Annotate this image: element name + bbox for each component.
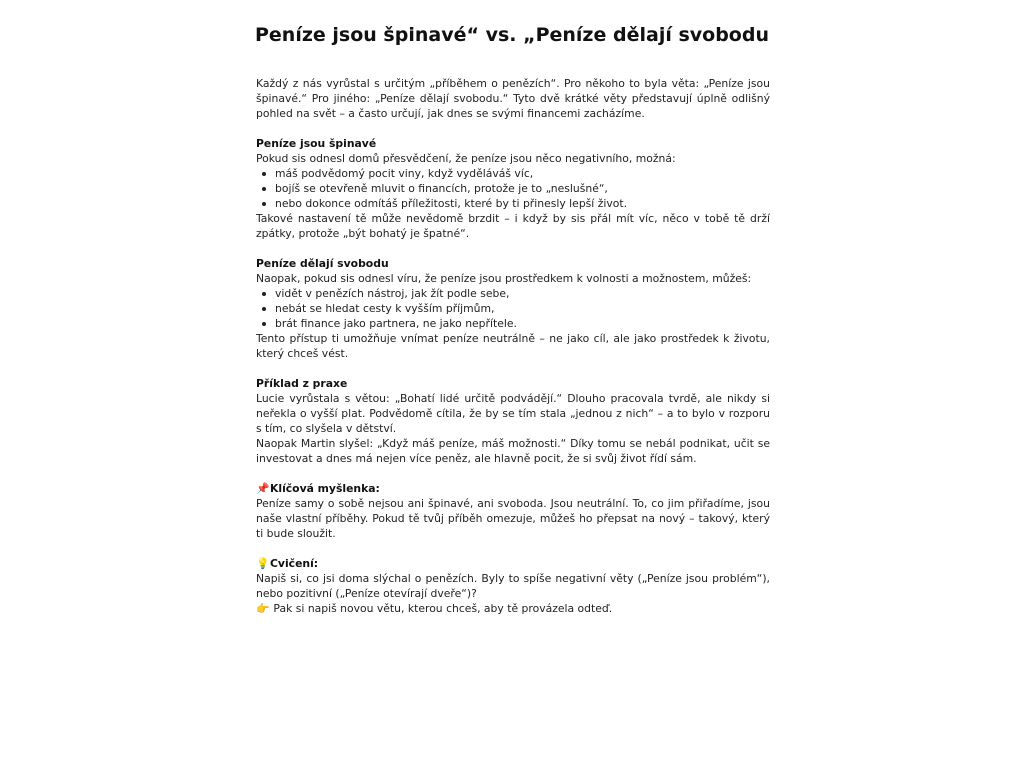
list-item: bojíš se otevřeně mluvit o financích, protože je to „neslušné“,: [275, 181, 770, 196]
section-lead: Naopak, pokud sis odnesl víru, že peníze jsou prostředkem k volnosti a možnostem, můžeš:: [256, 272, 752, 285]
list-item: brát finance jako partnera, ne jako nepřítele.: [275, 316, 770, 331]
exercise-text: Napiš si, co jsi doma slýchal o penězích. Byly to spíše negativní věty („Peníze jsou problém“), nebo pozitivní („Peníze otevírají dveře“)?: [256, 572, 770, 600]
list-item: vidět v penězích nástroj, jak žít podle sebe,: [275, 286, 770, 301]
pushpin-icon: 📌: [256, 482, 270, 495]
section-exercise: [256, 556, 770, 616]
section-heading: Příklad z praxe: [256, 377, 348, 390]
section-heading: Peníze jsou špinavé: [256, 137, 377, 150]
document-title: Peníze jsou špinavé“ vs. „Peníze dělají svobodu: [255, 24, 769, 46]
bullet-list: [256, 166, 770, 211]
section-heading: Cvičení:: [270, 557, 319, 570]
example-paragraph-martin: Naopak Martin slyšel: „Když máš peníze, máš možnosti.“ Díky tomu se nebál podnikat, učit se investovat a dnes má nejen více peněz, ale hlavně pocit, že si svůj život řídí sám.: [256, 437, 770, 465]
exercise-action: Pak si napiš novou větu, kterou chceš, aby tě provázela odteď.: [270, 602, 613, 615]
bullet-list: [256, 286, 770, 331]
section-heading: Klíčová myšlenka:: [270, 482, 380, 495]
section-closing: Takové nastavení tě může nevědomě brzdit – i když by sis přál mít víc, něco v tobě tě drží zpátky, protože „být bohatý je špatné“.: [256, 212, 770, 240]
list-item: máš podvědomý pocit viny, když vyděláváš víc,: [275, 166, 770, 181]
section-dirty-money: [256, 136, 770, 241]
section-example: [256, 376, 770, 466]
section-key-thought: [256, 481, 770, 541]
key-thought-text: Peníze samy o sobě nejsou ani špinavé, ani svoboda. Jsou neutrální. To, co jim přiřadíme, jsou naše vlastní příběhy. Pokud tě tvůj příběh omezuje, můžeš ho přepsat na nový – takový, který ti bude sloužit.: [256, 497, 770, 540]
list-item: nebo dokonce odmítáš příležitosti, které by ti přinesly lepší život.: [275, 196, 770, 211]
document-body: [256, 76, 770, 616]
pointing-hand-icon: 👉: [256, 602, 270, 615]
lightbulb-icon: 💡: [256, 557, 270, 570]
list-item: nebát se hledat cesty k vyšším příjmům,: [275, 301, 770, 316]
intro-paragraph: Každý z nás vyrůstal s určitým „příběhem o penězích“. Pro někoho to byla věta: „Peníze jsou špinavé.“ Pro jiného: „Peníze dělají svobodu.“ Tyto dvě krátké věty představují úplně odlišný pohled na svět – a často určují, jak dnes se svými financemi zacházíme.: [256, 77, 770, 120]
section-heading: Peníze dělají svobodu: [256, 257, 389, 270]
example-paragraph-lucie: Lucie vyrůstala s větou: „Bohatí lidé určitě podvádějí.“ Dlouho pracovala tvrdě, ale nikdy si neřekla o vyšší plat. Podvědomě cítila, že by se tím stala „jednou z nich“ – a to bylo v rozporu s tím, co slyšela v dětství.: [256, 392, 770, 435]
section-lead: Pokud sis odnesl domů přesvědčení, že peníze jsou něco negativního, možná:: [256, 152, 676, 165]
section-money-freedom: [256, 256, 770, 361]
section-closing: Tento přístup ti umožňuje vnímat peníze neutrálně – ne jako cíl, ale jako prostředek k životu, který chceš vést.: [256, 332, 770, 360]
